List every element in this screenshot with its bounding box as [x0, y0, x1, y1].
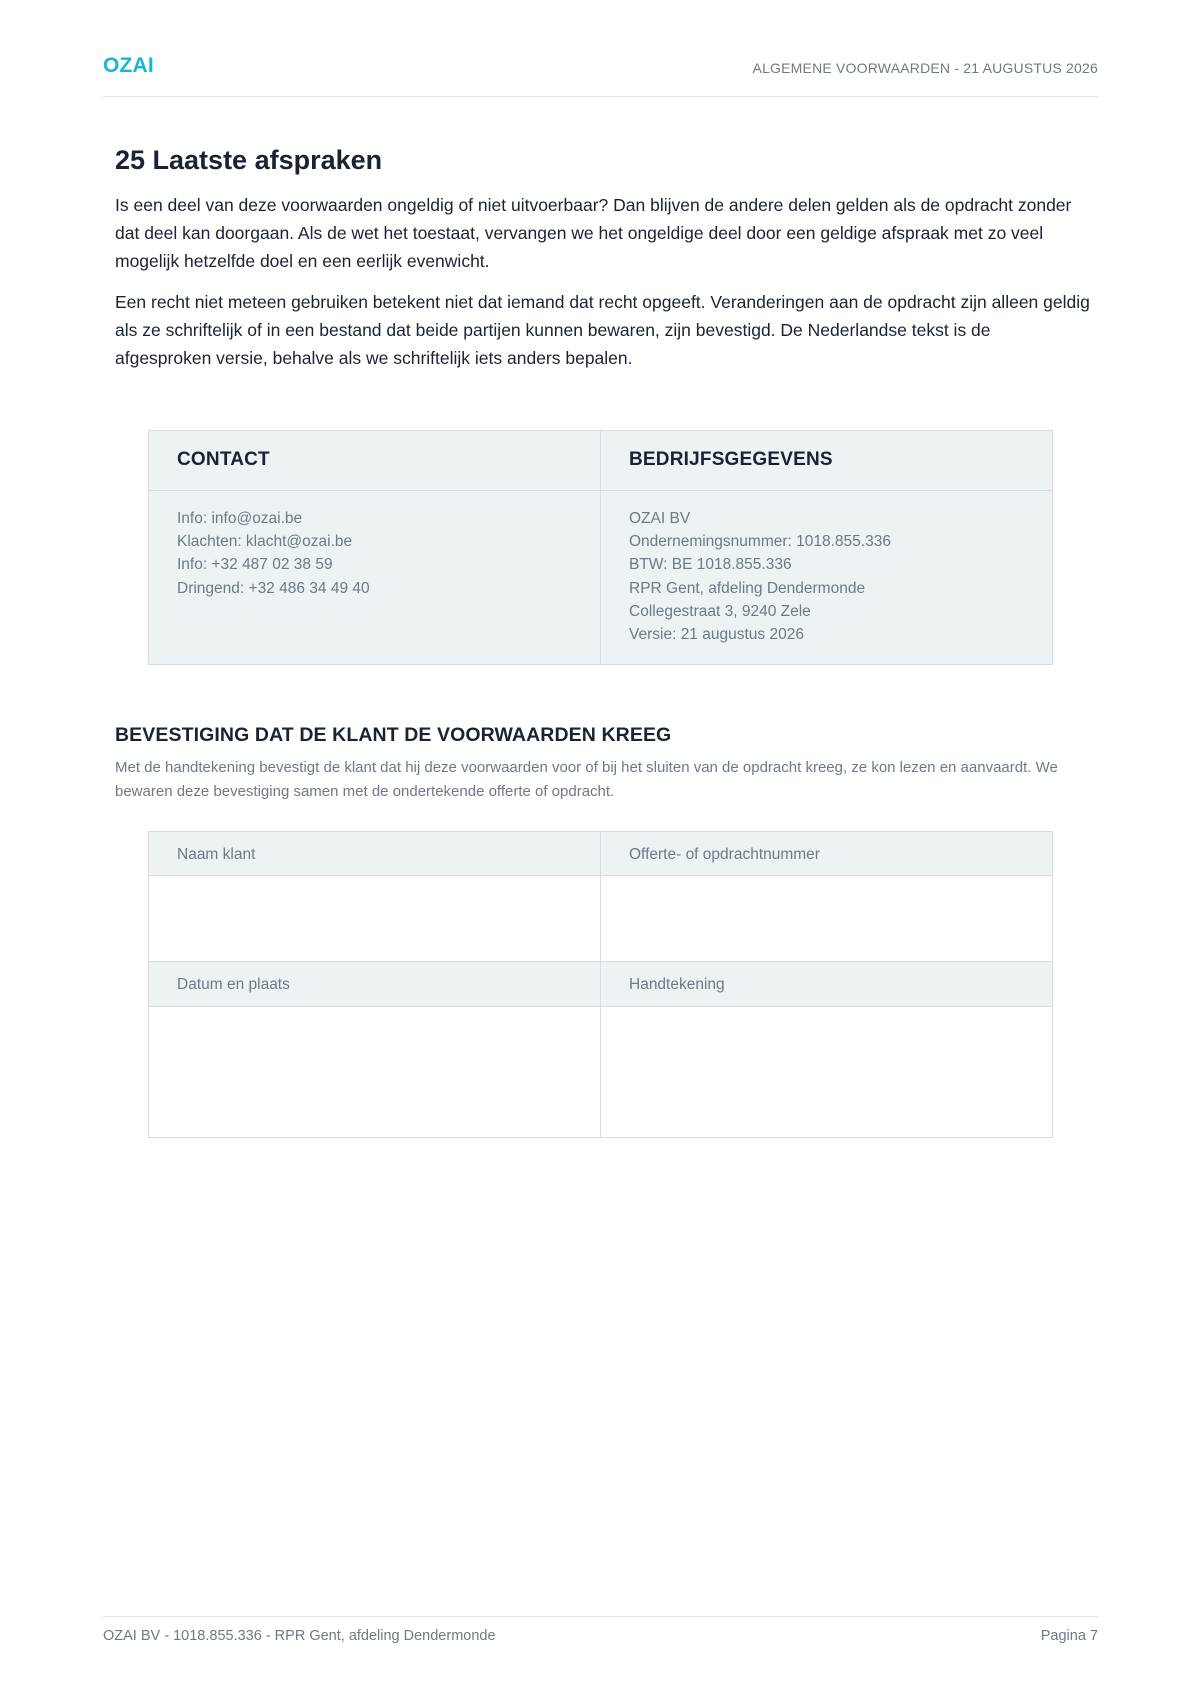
company-line-enterprise-number: Ondernemingsnummer: 1018.855.336 [629, 533, 891, 551]
section-final-agreements [115, 142, 1090, 385]
quote-number-field[interactable] [600, 876, 1052, 962]
signature-table [148, 831, 1053, 1138]
date-place-field[interactable] [149, 1007, 600, 1137]
company-line-register: RPR Gent, afdeling Dendermonde [629, 579, 866, 597]
company-line-version: Versie: 21 augustus 2026 [629, 626, 804, 644]
contact-line-info-email: Info: info@ozai.be [177, 510, 303, 527]
page-number: Pagina 7 [1040, 1628, 1098, 1644]
document-title-date: ALGEMENE VOORWAARDEN - 21 AUGUSTUS 2026 [752, 60, 1098, 76]
contact-column [149, 431, 600, 664]
quote-number-label: Offerte- of opdrachtnummer [600, 832, 1052, 876]
client-name-label: Naam klant [149, 832, 600, 876]
contact-line-info-phone: Info: +32 487 02 38 59 [177, 556, 333, 574]
company-column [600, 431, 1052, 664]
page-footer [103, 1616, 1098, 1647]
confirmation-text: Met de handtekening bevestigt de klant dat hij deze voorwaarden voor of bij het sluiten van de opdracht kreeg, ze kon lezen en aanvaardt. We bewaren deze bevestiging samen met de ondertekende offerte of opdracht. [115, 759, 1058, 800]
brand-logo-text: OZAI [103, 54, 154, 77]
company-line-name: OZAI BV [629, 510, 691, 527]
footer-company-info: OZAI BV - 1018.855.336 - RPR Gent, afdeling Dendermonde [103, 1628, 496, 1644]
company-line-address: Collegestraat 3, 9240 Zele [629, 602, 811, 620]
contact-heading: CONTACT [149, 431, 600, 491]
section-paragraph-1: Is een deel van deze voorwaarden ongeldig of niet uitvoerbaar? Dan blijven de andere delen gelden als de opdracht zonder dat deel kan doorgaan. Als de wet het toestaat, vervangen we het ongeldige deel door een geldige afspraak met zo veel mogelijk hetzelfde doel en een eerlijk evenwicht. [115, 195, 1072, 271]
confirmation-heading: BEVESTIGING DAT DE KLANT DE VOORWAARDEN KREEG [115, 724, 672, 746]
contact-line-complaints-email: Klachten: klacht@ozai.be [177, 533, 353, 551]
signature-label: Handtekening [600, 962, 1052, 1007]
confirmation-section [115, 722, 1090, 803]
contact-details [149, 491, 600, 663]
signature-field[interactable] [600, 1007, 1052, 1137]
date-place-label: Datum en plaats [149, 962, 600, 1007]
section-paragraph-2: Een recht niet meteen gebruiken betekent niet dat iemand dat recht opgeeft. Veranderingen aan de opdracht zijn alleen geldig als ze schriftelijk of in een bestand dat beide partijen kunnen bewaren, zijn bevestigd. De Nederlandse tekst is de afgesproken versie, behalve als we schriftelijk iets anders bepalen. [115, 292, 1090, 368]
contact-line-urgent-phone: Dringend: +32 486 34 49 40 [177, 579, 370, 597]
company-heading: BEDRIJFSGEGEVENS [601, 431, 1052, 491]
section-title: 25 Laatste afspraken [115, 145, 383, 175]
company-line-vat: BTW: BE 1018.855.336 [629, 556, 792, 574]
page-header [103, 52, 1098, 97]
client-name-field[interactable] [149, 876, 600, 962]
company-details [601, 491, 1052, 664]
info-table [148, 430, 1053, 665]
